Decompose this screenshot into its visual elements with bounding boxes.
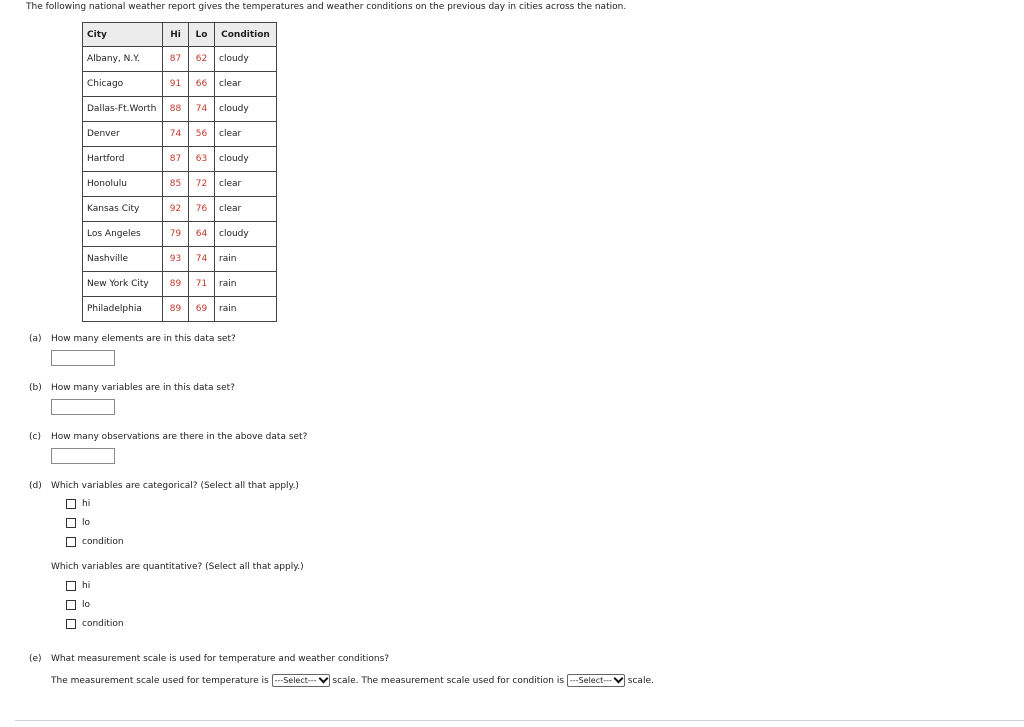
table-header-row bbox=[83, 23, 277, 47]
cell-condition: rain bbox=[215, 272, 277, 297]
option-label: lo bbox=[82, 518, 91, 528]
cell-city: Los Angeles bbox=[83, 222, 163, 247]
question-a bbox=[29, 334, 236, 344]
table-row bbox=[83, 297, 277, 322]
cell-condition: cloudy bbox=[215, 47, 277, 72]
cell-lo: 62 bbox=[189, 47, 215, 72]
table-row bbox=[83, 97, 277, 122]
sentence-part-1: The measurement scale used for temperature is bbox=[51, 676, 269, 686]
question-d-label: (d) bbox=[29, 481, 42, 491]
option-label: hi bbox=[82, 581, 91, 591]
cell-city: Kansas City bbox=[83, 197, 163, 222]
cell-lo: 56 bbox=[189, 122, 215, 147]
cell-condition: clear bbox=[215, 172, 277, 197]
checkbox[interactable] bbox=[66, 518, 76, 528]
question-e-label: (e) bbox=[29, 654, 42, 664]
cell-condition: cloudy bbox=[215, 147, 277, 172]
categorical-option-lo[interactable] bbox=[66, 518, 90, 528]
option-label: lo bbox=[82, 600, 91, 610]
cell-hi: 79 bbox=[163, 222, 189, 247]
answer-a-input[interactable] bbox=[51, 350, 115, 366]
question-a-label: (a) bbox=[29, 334, 42, 344]
question-e-sentence bbox=[51, 674, 654, 687]
header-city: City bbox=[83, 23, 163, 47]
chevron-down-icon bbox=[318, 674, 328, 684]
cell-lo: 74 bbox=[189, 247, 215, 272]
question-c-label: (c) bbox=[29, 432, 41, 442]
checkbox[interactable] bbox=[66, 581, 76, 591]
cell-hi: 89 bbox=[163, 297, 189, 322]
checkbox[interactable] bbox=[66, 537, 76, 547]
cell-city: Hartford bbox=[83, 147, 163, 172]
cell-hi: 89 bbox=[163, 272, 189, 297]
condition-scale-select[interactable] bbox=[567, 674, 625, 687]
categorical-option-hi[interactable] bbox=[66, 499, 90, 509]
question-d-text: Which variables are categorical? (Select all that apply.) bbox=[51, 481, 299, 491]
cell-condition: cloudy bbox=[215, 222, 277, 247]
cell-hi: 88 bbox=[163, 97, 189, 122]
quantitative-option-hi[interactable] bbox=[66, 581, 90, 591]
cell-hi: 92 bbox=[163, 197, 189, 222]
checkbox[interactable] bbox=[66, 600, 76, 610]
table-row bbox=[83, 147, 277, 172]
question-d-quantitative-text: Which variables are quantitative? (Select all that apply.) bbox=[51, 562, 304, 572]
cell-city: Chicago bbox=[83, 72, 163, 97]
cell-lo: 69 bbox=[189, 297, 215, 322]
question-a-text: How many elements are in this data set? bbox=[51, 334, 236, 344]
table-row bbox=[83, 197, 277, 222]
cell-hi: 74 bbox=[163, 122, 189, 147]
cell-condition: clear bbox=[215, 122, 277, 147]
select-value: ---Select--- bbox=[274, 676, 317, 685]
select-value: ---Select--- bbox=[569, 676, 612, 685]
temperature-scale-select[interactable] bbox=[272, 674, 330, 687]
answer-c-input[interactable] bbox=[51, 448, 115, 464]
cell-condition: clear bbox=[215, 197, 277, 222]
question-e-text: What measurement scale is used for temperature and weather conditions? bbox=[51, 654, 390, 664]
chevron-down-icon bbox=[613, 674, 623, 684]
header-lo: Lo bbox=[189, 23, 215, 47]
cell-lo: 64 bbox=[189, 222, 215, 247]
checkbox[interactable] bbox=[66, 619, 76, 629]
cell-hi: 93 bbox=[163, 247, 189, 272]
table-row bbox=[83, 72, 277, 97]
option-label: condition bbox=[82, 619, 124, 629]
table-row bbox=[83, 247, 277, 272]
cell-city: New York City bbox=[83, 272, 163, 297]
table-row bbox=[83, 122, 277, 147]
categorical-option-condition[interactable] bbox=[66, 537, 124, 547]
cell-city: Albany, N.Y. bbox=[83, 47, 163, 72]
intro-text: The following national weather report gives the temperatures and weather conditions on the previous day in cities across the nation. bbox=[26, 2, 627, 12]
quantitative-option-condition[interactable] bbox=[66, 619, 124, 629]
header-condition: Condition bbox=[215, 23, 277, 47]
table-row bbox=[83, 222, 277, 247]
question-c bbox=[29, 432, 307, 442]
cell-lo: 71 bbox=[189, 272, 215, 297]
table-row bbox=[83, 172, 277, 197]
cell-hi: 85 bbox=[163, 172, 189, 197]
cell-lo: 76 bbox=[189, 197, 215, 222]
cell-condition: rain bbox=[215, 297, 277, 322]
question-b bbox=[29, 383, 235, 393]
cell-city: Honolulu bbox=[83, 172, 163, 197]
cell-lo: 66 bbox=[189, 72, 215, 97]
question-b-label: (b) bbox=[29, 383, 42, 393]
cell-condition: rain bbox=[215, 247, 277, 272]
weather-table bbox=[82, 22, 277, 322]
header-hi: Hi bbox=[163, 23, 189, 47]
question-c-text: How many observations are there in the above data set? bbox=[51, 432, 308, 442]
cell-lo: 74 bbox=[189, 97, 215, 122]
quantitative-option-lo[interactable] bbox=[66, 600, 90, 610]
cell-lo: 63 bbox=[189, 147, 215, 172]
cell-city: Dallas-Ft.Worth bbox=[83, 97, 163, 122]
cell-city: Denver bbox=[83, 122, 163, 147]
cell-lo: 72 bbox=[189, 172, 215, 197]
cell-condition: clear bbox=[215, 72, 277, 97]
cell-hi: 91 bbox=[163, 72, 189, 97]
question-b-text: How many variables are in this data set? bbox=[51, 383, 235, 393]
cell-city: Philadelphia bbox=[83, 297, 163, 322]
option-label: hi bbox=[82, 499, 91, 509]
answer-b-input[interactable] bbox=[51, 399, 115, 415]
checkbox[interactable] bbox=[66, 499, 76, 509]
cell-hi: 87 bbox=[163, 47, 189, 72]
option-label: condition bbox=[82, 537, 124, 547]
sentence-part-2: scale. The measurement scale used for condition is bbox=[332, 676, 565, 686]
table-row bbox=[83, 47, 277, 72]
sentence-part-3: scale. bbox=[627, 676, 654, 686]
table-row bbox=[83, 272, 277, 297]
cell-city: Nashville bbox=[83, 247, 163, 272]
cell-hi: 87 bbox=[163, 147, 189, 172]
question-d bbox=[29, 481, 299, 491]
question-e bbox=[29, 654, 389, 664]
cell-condition: cloudy bbox=[215, 97, 277, 122]
